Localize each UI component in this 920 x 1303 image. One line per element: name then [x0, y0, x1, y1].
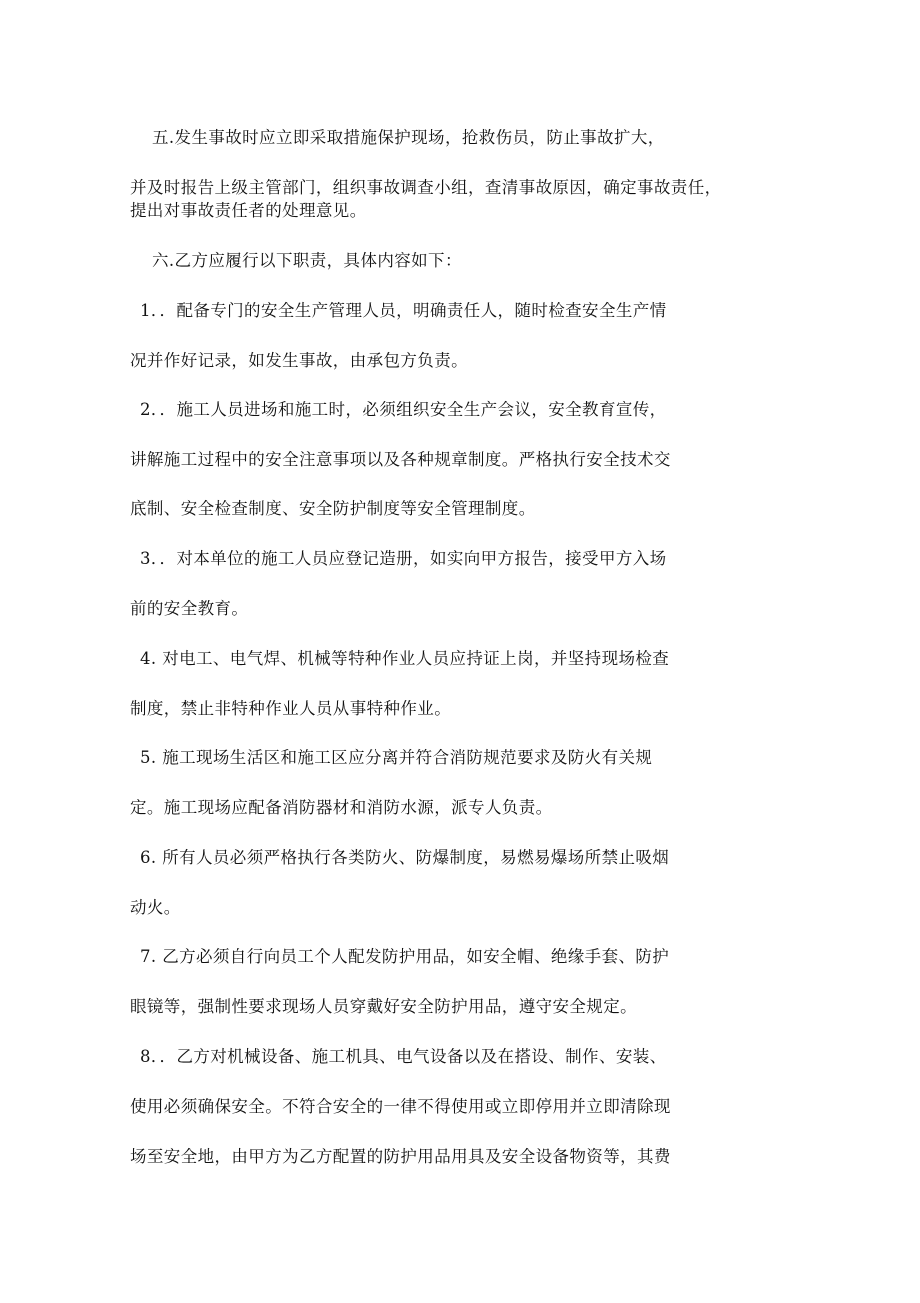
text-line: 8．．乙方对机械设备、施工机具、电气设备以及在搭设、制作、安装、: [140, 1047, 667, 1066]
text-line: 3．．对本单位的施工人员应登记造册，如实向甲方报告，接受甲方入场: [140, 549, 667, 568]
text-line: 并及时报告上级主管部门，组织事故调查小组，查清事故原因，确定事故责任，: [130, 178, 722, 197]
text-line: 使用必须确保安全。不符合安全的一律不得使用或立即停用并立即清除现: [130, 1097, 671, 1116]
text-line: 底制、安全检查制度、安全防护制度等安全管理制度。: [130, 499, 536, 518]
text-line: 4. 对电工、电气焊、机械等特种作业人员应持证上岗，并坚持现场检查: [140, 649, 670, 668]
text-line: 定。施工现场应配备消防器材和消防水源，派专人负责。: [130, 798, 553, 817]
text-line: 五.发生事故时应立即采取措施保护现场，抢救伤员，防止事故扩大，: [152, 128, 665, 147]
text-line: 2．．施工人员进场和施工时，必须组织安全生产会议，安全教育宣传，: [140, 400, 667, 419]
text-line: 讲解施工过程中的安全注意事项以及各种规章制度。严格执行安全技术交: [130, 450, 671, 469]
text-line: 六.乙方应履行以下职责，具体内容如下：: [152, 251, 462, 270]
text-line: 前的安全教育。: [130, 599, 249, 618]
text-line: 6. 所有人员必须严格执行各类防火、防爆制度，易燃易爆场所禁止吸烟: [140, 848, 670, 867]
text-line: 7. 乙方必须自行向员工个人配发防护用品，如安全帽、绝缘手套、防护: [140, 947, 670, 966]
text-line: 眼镜等，强制性要求现场人员穿戴好安全防护用品，遵守安全规定。: [130, 997, 637, 1016]
text-line: 制度，禁止非特种作业人员从事特种作业。: [130, 699, 452, 718]
text-line: 动火。: [130, 898, 181, 917]
text-line: 5. 施工现场生活区和施工区应分离并符合消防规范要求及防火有关规: [140, 748, 653, 767]
text-line: 况并作好记录，如发生事故，由承包方负责。: [130, 351, 468, 370]
text-line: 场至安全地，由甲方为乙方配置的防护用品用具及安全设备物资等，其费: [130, 1147, 671, 1166]
text-line: 1．．配备专门的安全生产管理人员，明确责任人，随时检查安全生产情: [140, 301, 667, 320]
text-line: 提出对事故责任者的处理意见。: [130, 201, 367, 220]
